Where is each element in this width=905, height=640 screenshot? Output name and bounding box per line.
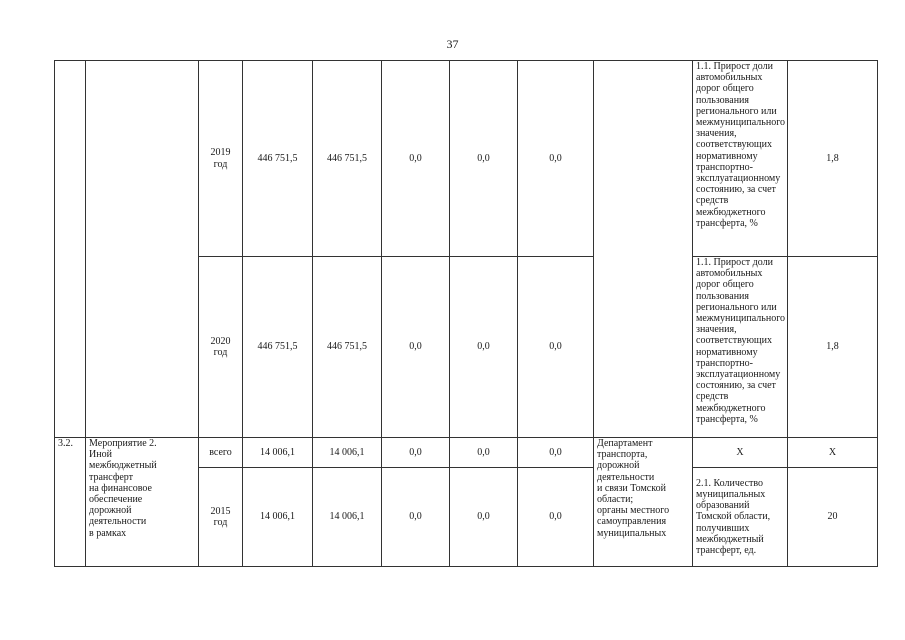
program-activities-table (54, 60, 878, 567)
page-number: 37 (446, 37, 459, 51)
indicator-value-cell: X (788, 438, 878, 468)
item-number-cell: 3.2. (55, 438, 86, 567)
indicator-cell: X (693, 438, 788, 468)
federal-cell: 446 751,5 (313, 61, 382, 257)
total-cell: 14 006,1 (243, 438, 313, 468)
regional-cell: 0,0 (382, 61, 450, 257)
executor-cell-empty (594, 61, 693, 438)
local-cell: 0,0 (450, 61, 518, 257)
indicator-value-cell: 20 (788, 468, 878, 567)
local-cell: 0,0 (450, 438, 518, 468)
local-cell: 0,0 (450, 468, 518, 567)
total-cell: 446 751,5 (243, 61, 313, 257)
other-cell: 0,0 (518, 468, 594, 567)
other-cell: 0,0 (518, 438, 594, 468)
total-cell: 14 006,1 (243, 468, 313, 567)
indicator-value-cell: 1,8 (788, 257, 878, 438)
regional-cell: 0,0 (382, 257, 450, 438)
federal-cell: 14 006,1 (313, 468, 382, 567)
indicator-value-cell: 1,8 (788, 61, 878, 257)
indicator-cell: 1.1. Прирост доли автомобильных дорог общего пользования регионального или межмуниципального значения, соответствующих нормативному транспортно-эксплуатационному состоянию, за счет средств межбюджетного трансферта, % (693, 257, 788, 438)
total-cell: 446 751,5 (243, 257, 313, 438)
regional-cell: 0,0 (382, 438, 450, 468)
year-cell: 2020 год (199, 257, 243, 438)
table-row-3-2-total (55, 438, 878, 468)
local-cell: 0,0 (450, 257, 518, 438)
table-row-2019 (55, 61, 878, 257)
indicator-cell: 2.1. Количество муниципальных образований Томской области, получивших межбюджетный трансферт, ед. (693, 468, 788, 567)
regional-cell: 0,0 (382, 468, 450, 567)
year-cell: 2015 год (199, 468, 243, 567)
year-cell: всего (199, 438, 243, 468)
other-cell: 0,0 (518, 61, 594, 257)
cell-num-empty (55, 61, 86, 438)
other-cell: 0,0 (518, 257, 594, 438)
federal-cell: 14 006,1 (313, 438, 382, 468)
executor-cell: Департамент транспорта, дорожной деятельности и связи Томской области; органы местного самоуправления муниципальных (594, 438, 693, 567)
federal-cell: 446 751,5 (313, 257, 382, 438)
year-cell: 2019 год (199, 61, 243, 257)
indicator-cell: 1.1. Прирост доли автомобильных дорог общего пользования регионального или межмуниципального значения, соответствующих нормативному транспортно-эксплуатационному состоянию, за счет средств межбюджетного трансферта, % (693, 61, 788, 257)
cell-name-empty (86, 61, 199, 438)
item-name-cell: Мероприятие 2. Иной межбюджетный трансферт на финансовое обеспечение дорожной деятельности в рамках (86, 438, 199, 567)
